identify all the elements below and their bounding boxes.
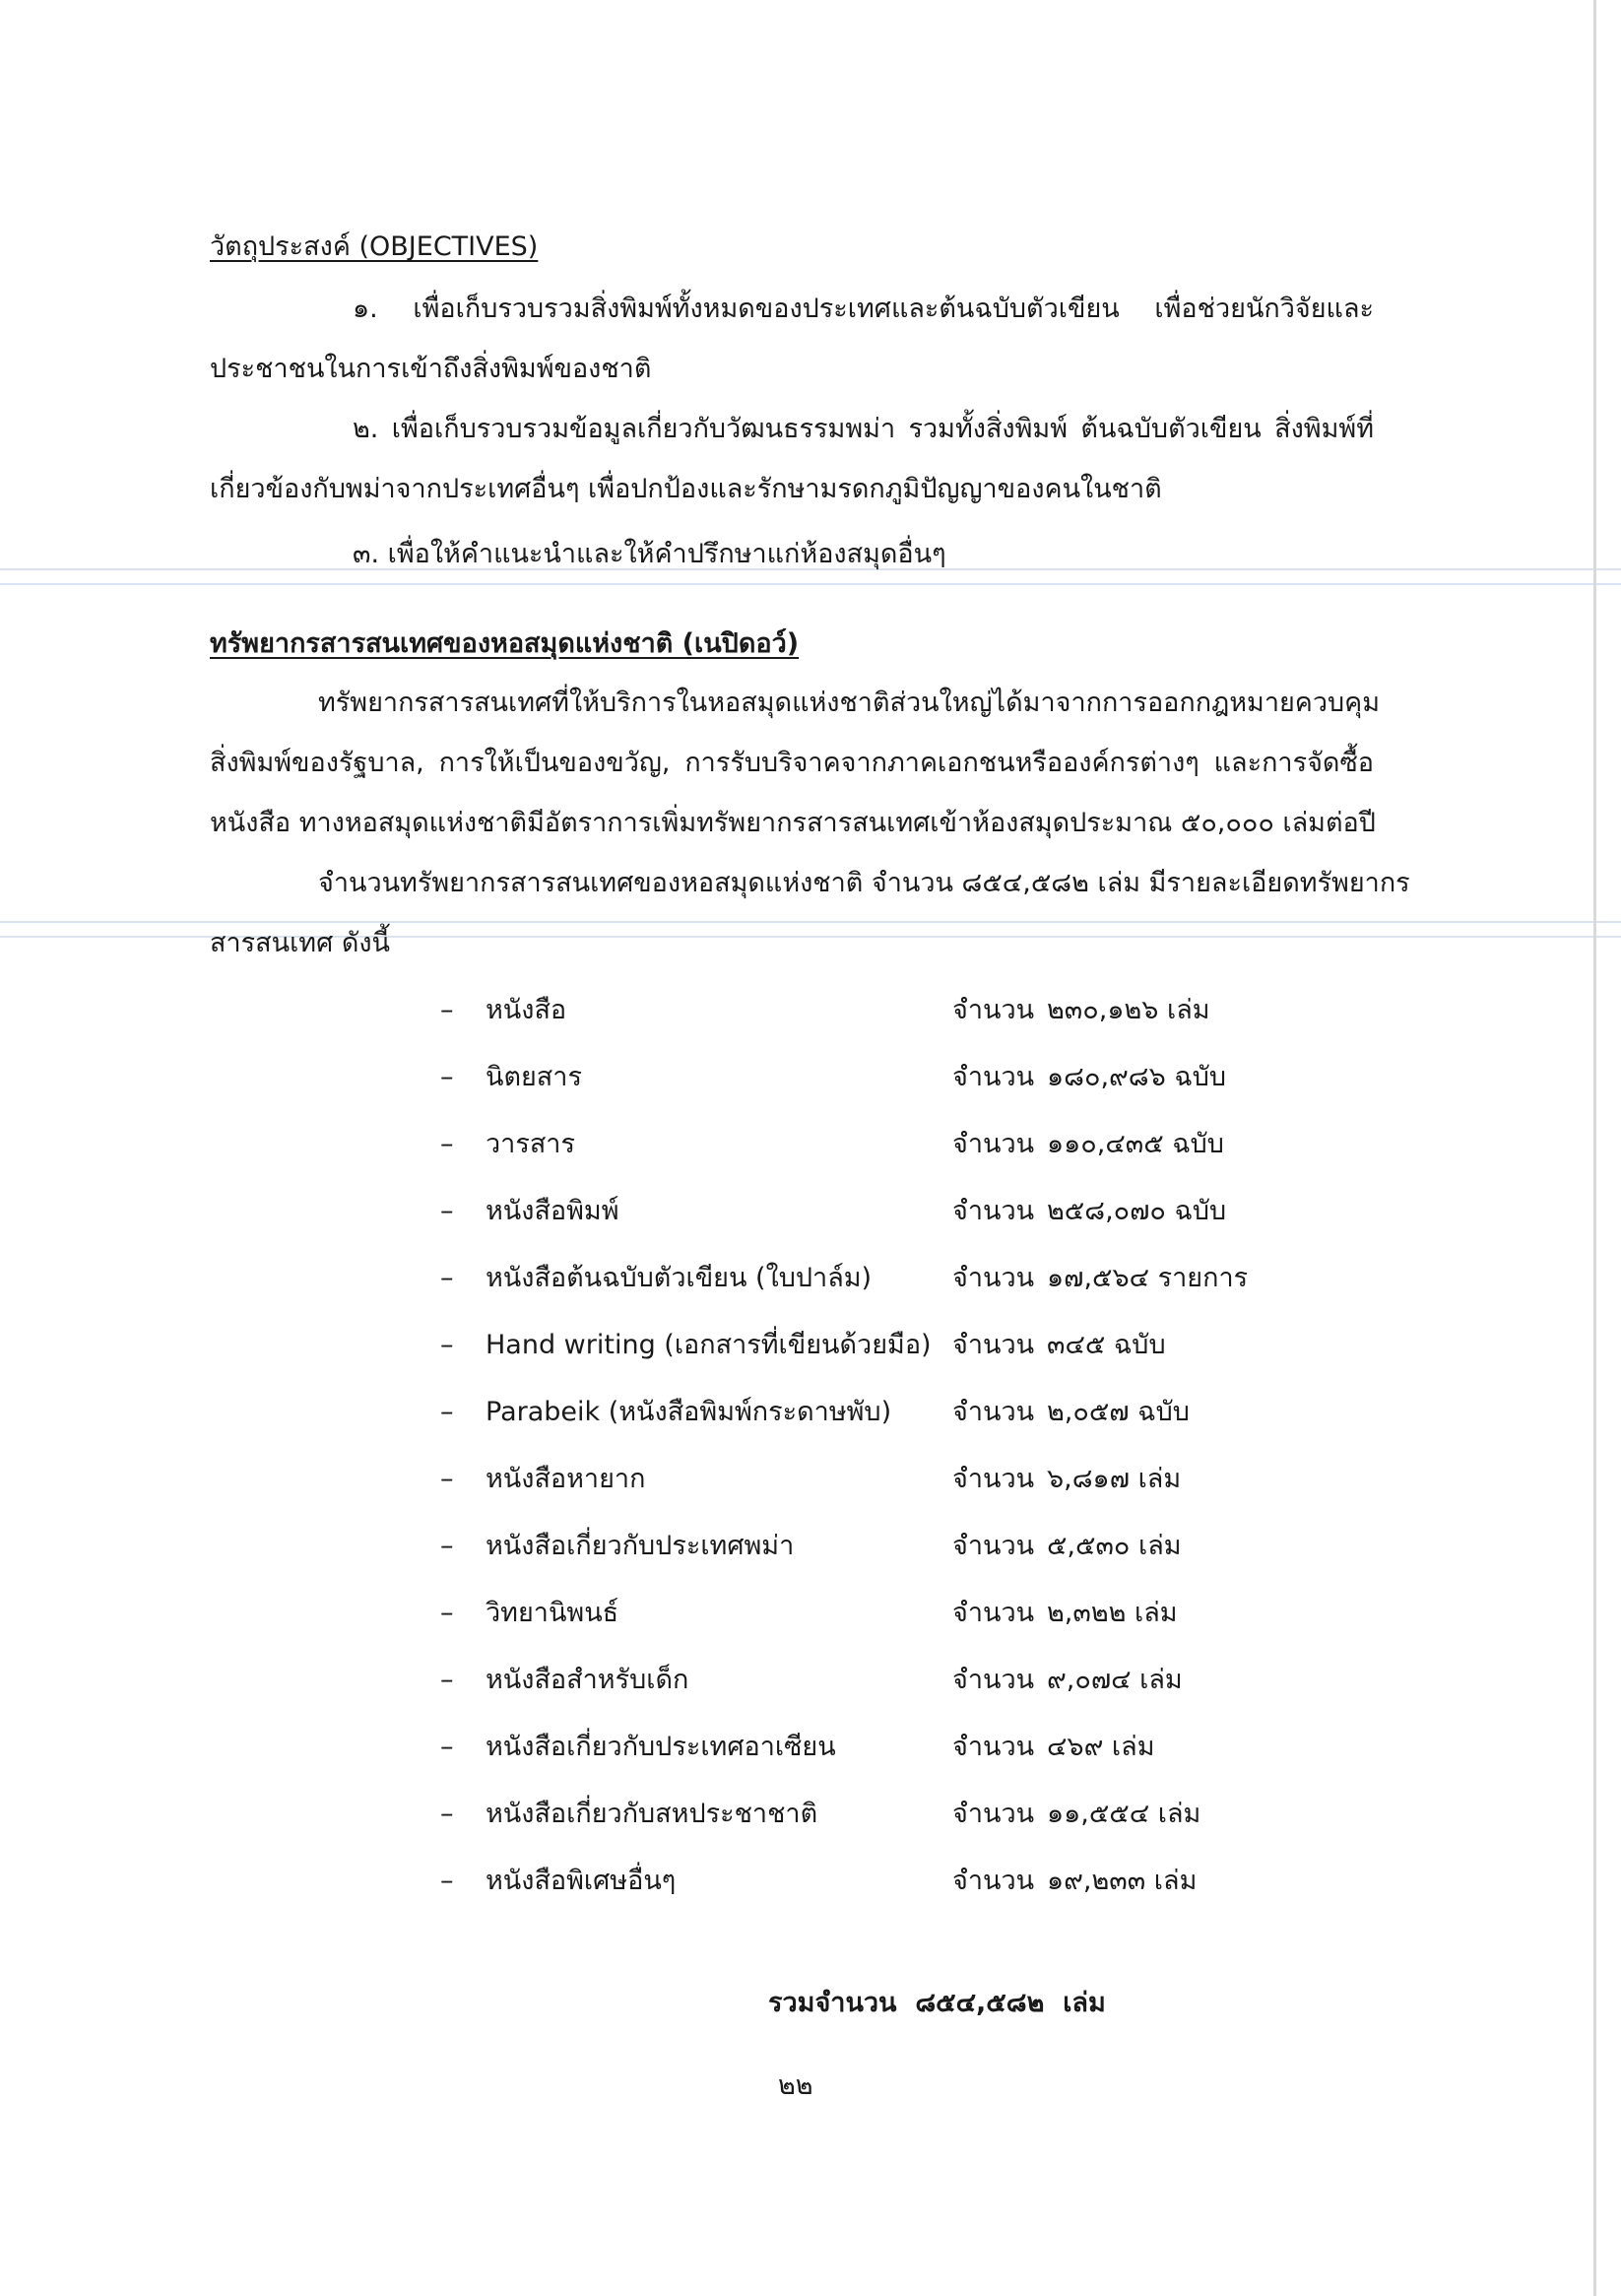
list-item-prefix: จำนวน bbox=[952, 1129, 1035, 1159]
list-dash: – bbox=[440, 1732, 454, 1762]
list-dash: – bbox=[440, 1464, 454, 1494]
resources-paragraph-2-line-2: สารสนเทศ ดังนี้ bbox=[210, 928, 391, 958]
objective-item-2-line-1: ๒. เพื่อเก็บรวบรวมข้อมูลเกี่ยวกับวัฒนธรรมพม่า รวมทั้งสิ่งพิมพ์ ต้นฉบับตัวเขียน สิ่งพิมพ์ที่ bbox=[353, 414, 1374, 444]
total-value: ๘๕๔,๕๘๒ bbox=[915, 1988, 1045, 2018]
total-line bbox=[768, 1986, 1106, 2021]
page-number: ๒๒ bbox=[778, 2070, 813, 2101]
list-item-prefix: จำนวน bbox=[952, 1732, 1035, 1762]
list-item-count: ๒,๓๒๒ เล่ม bbox=[1047, 1598, 1178, 1628]
list-item-label: หนังสือต้นฉบับตัวเขียน (ใบปาล์ม) bbox=[486, 1263, 873, 1293]
list-dash: – bbox=[440, 1531, 454, 1561]
list-item-prefix: จำนวน bbox=[952, 1263, 1035, 1293]
total-unit: เล่ม bbox=[1063, 1988, 1106, 2018]
scan-artifact-line bbox=[0, 583, 1621, 585]
list-item-prefix: จำนวน bbox=[952, 1598, 1035, 1628]
list-item-label: หนังสือพิมพ์ bbox=[486, 1196, 619, 1226]
list-item-count: ๕,๕๓๐ เล่ม bbox=[1047, 1531, 1182, 1561]
list-item-prefix: จำนวน bbox=[952, 1397, 1035, 1427]
list-item-label: วิทยานิพนธ์ bbox=[486, 1598, 619, 1628]
objective-item-1-line-1: ๑. เพื่อเก็บรวบรวมสิ่งพิมพ์ทั้งหมดของประเทศและต้นฉบับตัวเขียน เพื่อช่วยนักวิจัยและ bbox=[353, 294, 1374, 324]
list-item-count: ๙,๐๗๔ เล่ม bbox=[1047, 1665, 1183, 1695]
list-item-count: ๒๓๐,๑๒๖ เล่ม bbox=[1047, 995, 1210, 1025]
list-item-count: ๔๖๙ เล่ม bbox=[1047, 1732, 1155, 1762]
list-item-prefix: จำนวน bbox=[952, 1799, 1035, 1829]
list-item-prefix: จำนวน bbox=[952, 995, 1035, 1025]
list-dash: – bbox=[440, 1665, 454, 1695]
scan-artifact-line bbox=[0, 921, 1621, 923]
list-item-label: Parabeik (หนังสือพิมพ์กระดาษพับ) bbox=[486, 1397, 892, 1427]
list-item-label: หนังสือสำหรับเด็ก bbox=[486, 1665, 689, 1695]
list-dash: – bbox=[440, 1263, 454, 1293]
list-dash: – bbox=[440, 1196, 454, 1226]
total-label: รวมจำนวน bbox=[768, 1988, 897, 2018]
list-item-label: หนังสือเกี่ยวกับประเทศอาเซียน bbox=[486, 1732, 836, 1762]
list-dash: – bbox=[440, 995, 454, 1025]
list-dash: – bbox=[440, 1598, 454, 1628]
list-item-count: ๒๕๘,๐๗๐ ฉบับ bbox=[1047, 1196, 1227, 1226]
objective-item-3: ๓. เพื่อให้คำแนะนำและให้คำปรึกษาแก่ห้องสมุดอื่นๆ bbox=[353, 539, 946, 569]
list-item-label: วารสาร bbox=[486, 1129, 575, 1159]
list-dash: – bbox=[440, 1330, 454, 1360]
objectives-heading: วัตถุประสงค์ (OBJECTIVES) bbox=[210, 231, 539, 262]
list-item-count: ๖,๘๑๗ เล่ม bbox=[1047, 1464, 1182, 1494]
list-dash: – bbox=[440, 1397, 454, 1427]
list-dash: – bbox=[440, 1062, 454, 1092]
list-item-label: หนังสือหายาก bbox=[486, 1464, 646, 1494]
list-item-count: ๑๙,๒๓๓ เล่ม bbox=[1047, 1866, 1198, 1896]
list-item-label: หนังสือเกี่ยวกับสหประชาชาติ bbox=[486, 1799, 818, 1829]
objective-item-2-line-2: เกี่ยวข้องกับพม่าจากประเทศอื่นๆ เพื่อปกป้องและรักษามรดกภูมิปัญญาของคนในชาติ bbox=[210, 474, 1162, 504]
list-item-count: ๒,๐๕๗ ฉบับ bbox=[1047, 1397, 1190, 1427]
list-item-label: หนังสือ bbox=[486, 995, 567, 1025]
list-item-count: ๑๘๐,๙๘๖ ฉบับ bbox=[1047, 1062, 1227, 1092]
resources-paragraph-1-line-3: หนังสือ ทางหอสมุดแห่งชาติมีอัตราการเพิ่มทรัพยากรสารสนเทศเข้าห้องสมุดประมาณ ๕๐,๐๐๐ เล่มต่อปี bbox=[210, 808, 1376, 838]
list-dash: – bbox=[440, 1799, 454, 1829]
list-item-prefix: จำนวน bbox=[952, 1866, 1035, 1896]
list-item-prefix: จำนวน bbox=[952, 1062, 1035, 1092]
list-item-label: Hand writing (เอกสารที่เขียนด้วยมือ) bbox=[486, 1330, 932, 1360]
list-item-count: ๑๑,๕๕๔ เล่ม bbox=[1047, 1799, 1201, 1829]
list-item-count: ๓๔๕ ฉบับ bbox=[1047, 1330, 1166, 1360]
list-item-count: ๑๗,๕๖๔ รายการ bbox=[1047, 1263, 1249, 1293]
page-edge-shadow bbox=[1593, 0, 1596, 2296]
list-dash: – bbox=[440, 1866, 454, 1896]
resources-paragraph-1-line-2: สิ่งพิมพ์ของรัฐบาล, การให้เป็นของขวัญ, การรับบริจาคจากภาคเอกชนหรือองค์กรต่างๆ และการจัดซื้อ bbox=[210, 748, 1374, 778]
list-item-prefix: จำนวน bbox=[952, 1464, 1035, 1494]
resources-heading: ทรัพยากรสารสนเทศของหอสมุดแห่งชาติ (เนปิดอว์) bbox=[210, 628, 800, 659]
list-item-label: หนังสือพิเศษอื่นๆ bbox=[486, 1866, 677, 1896]
list-dash: – bbox=[440, 1129, 454, 1159]
list-item-label: หนังสือเกี่ยวกับประเทศพม่า bbox=[486, 1531, 795, 1561]
list-item-prefix: จำนวน bbox=[952, 1665, 1035, 1695]
list-item-prefix: จำนวน bbox=[952, 1196, 1035, 1226]
list-item-label: นิตยสาร bbox=[486, 1062, 582, 1092]
resources-paragraph-1-line-1: ทรัพยากรสารสนเทศที่ให้บริการในหอสมุดแห่งชาติส่วนใหญ่ได้มาจากการออกกฎหมายควบคุม bbox=[318, 688, 1381, 718]
objective-item-1-line-2: ประชาชนในการเข้าถึงสิ่งพิมพ์ของชาติ bbox=[210, 354, 652, 384]
list-item-count: ๑๑๐,๔๓๕ ฉบับ bbox=[1047, 1129, 1224, 1159]
resources-paragraph-2-line-1: จำนวนทรัพยากรสารสนเทศของหอสมุดแห่งชาติ จำนวน ๘๕๔,๕๘๒ เล่ม มีรายละเอียดทรัพยากร bbox=[318, 868, 1410, 898]
list-item-prefix: จำนวน bbox=[952, 1531, 1035, 1561]
list-item-prefix: จำนวน bbox=[952, 1330, 1035, 1360]
